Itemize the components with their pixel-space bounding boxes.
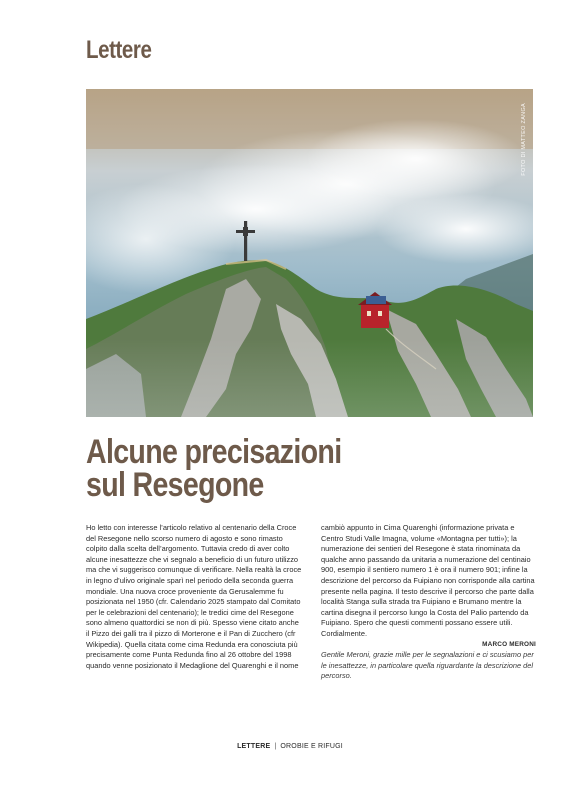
article-column-left xyxy=(86,523,304,671)
section-title: Lettere xyxy=(86,36,152,64)
letter-signature: MARCO MERONI xyxy=(482,640,536,648)
footer-magazine: OROBIE E RIFUGI xyxy=(280,743,343,750)
article-photo xyxy=(86,89,533,417)
headline-line-2: sul Resegone xyxy=(86,466,264,504)
letter-text-part-2: cambiò appunto in Cima Quarenghi (informazione privata e Centro Studi Valle Imagna, volume «Montagna per tutti»); la numerazione dei sentieri del Resegone è stata rinominata da qualche anno passando da unitaria a numerazione del centinaio 900, esempio il sentiero numero 1 è ora il numero 901; infine la descrizione del percorso da Fuipiano non corrisponde alla cartina presente nella pagina. Il testo descrive il percorso che parte dalla località Stanga sulla strada tra Fuipiano e Brumano mentre la cartina disegna il percorso lungo la Costa del Palio partendo da Fuipiano. Spero che questi commenti possano essere utili. Cordialmente. xyxy=(321,523,535,638)
photo-credit: FOTO DI MATTEO ZANGA xyxy=(521,103,527,176)
footer-section: LETTERE xyxy=(237,743,271,750)
article-column-right xyxy=(321,523,536,682)
mountain-summit-photo xyxy=(86,89,533,417)
letter-text-part-1: Ho letto con interesse l’articolo relativo al centenario della Croce del Resegone nello scorso numero di agosto e sono rimasto colpito dalla scelta dell’argomento. Tuttavia credo di aver colto alcune inesattezze che vi segnalo a beneficio di un futuro utilizzo ma che vi suggerisco comunque di verificare. Nella realtà la croce in legno d’ulivo originale sparì nel periodo della seconda guerra mondiale. Una nuova croce proveniente da Gerusalemme fu posizionata nel 1950 (cfr. Calendario 2025 stampato dal Comitato per le celebrazioni del centenario); le tredici cime del Resegone sono almeno quattordici se non di più. Spesso viene citato anche il Pizzo dei galli tra il pizzo di Morterone e il Pan di Zucchero (cfr Wikipedia). Quella citata come cima Redunda era conosciuta più precisamente come Punta Redunda fino al 26 ottobre del 1998 quando venne posizionato il Medaglione del Quarenghi e il nome xyxy=(86,523,302,670)
editor-reply: Gentile Meroni, grazie mille per le segnalazioni e ci scusiamo per le inesattezze, in particolare quella riguardante la descrizione del percorso. xyxy=(321,650,534,681)
page-footer xyxy=(0,743,580,750)
footer-separator: | xyxy=(274,743,277,750)
article-headline xyxy=(86,433,355,504)
headline-line-1: Alcune precisazioni xyxy=(86,433,342,471)
